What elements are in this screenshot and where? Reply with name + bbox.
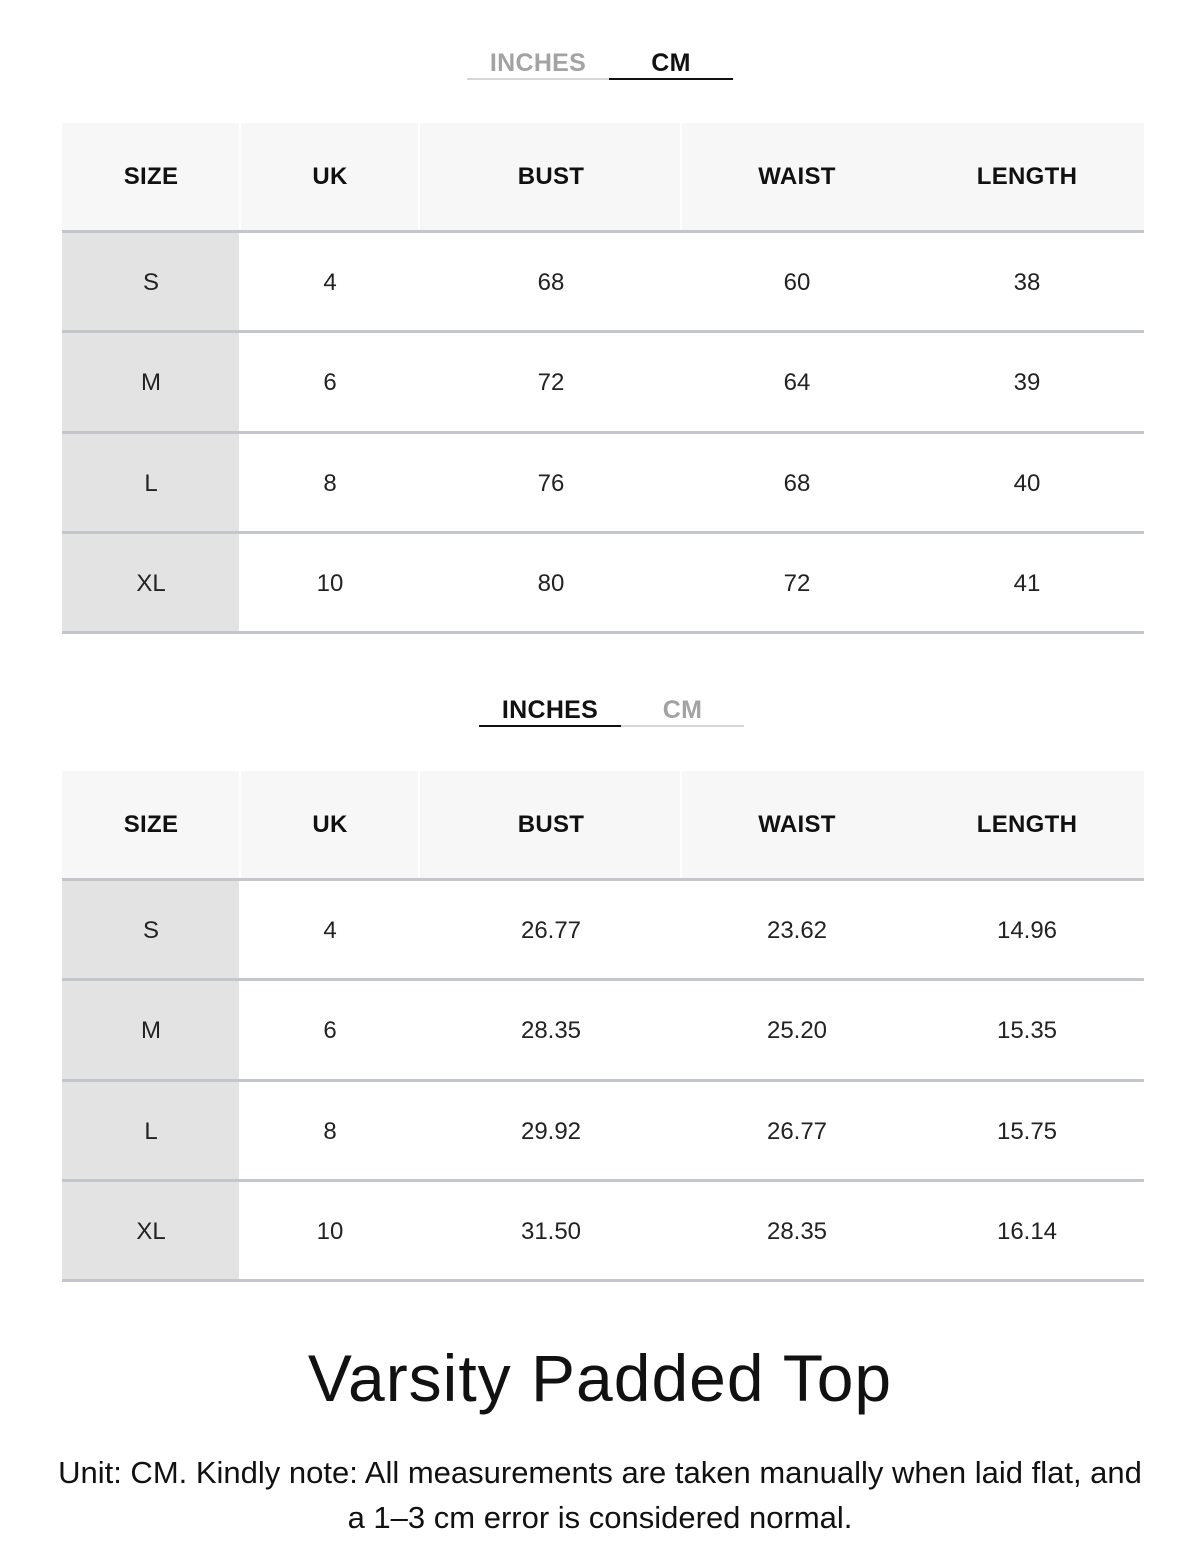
tab-underline-cm bbox=[609, 78, 733, 80]
row-divider bbox=[62, 1279, 1144, 1282]
cell-waist: 64 bbox=[783, 369, 811, 396]
cell-bust: 26.77 bbox=[520, 917, 582, 944]
row-divider bbox=[62, 1079, 1144, 1082]
product-title: Varsity Padded Top bbox=[307, 1341, 893, 1415]
header-separator bbox=[418, 123, 420, 231]
cell-length: 15.75 bbox=[996, 1118, 1058, 1145]
cell-waist: 60 bbox=[783, 269, 811, 296]
cell-bust: 31.50 bbox=[520, 1218, 582, 1245]
cell-uk: 10 bbox=[316, 1218, 344, 1245]
cell-waist: 72 bbox=[783, 570, 811, 597]
cell-uk: 4 bbox=[323, 269, 337, 296]
cell-length: 16.14 bbox=[996, 1218, 1058, 1245]
cell-length: 14.96 bbox=[996, 917, 1058, 944]
tab-inches[interactable]: INCHES bbox=[501, 696, 599, 724]
tab-inches[interactable]: INCHES bbox=[489, 49, 587, 77]
row-divider bbox=[62, 330, 1144, 333]
cell-bust: 76 bbox=[537, 470, 565, 497]
cell-waist: 28.35 bbox=[766, 1218, 828, 1245]
cell-size: M bbox=[141, 369, 161, 396]
cell-size: L bbox=[144, 470, 158, 497]
cell-waist: 26.77 bbox=[766, 1118, 828, 1145]
cell-size: XL bbox=[136, 1218, 166, 1245]
row-divider bbox=[62, 431, 1144, 434]
cell-size: M bbox=[141, 1017, 161, 1044]
header-waist: WAIST bbox=[758, 163, 836, 190]
row-divider bbox=[62, 978, 1144, 981]
measurement-note: Unit: CM. Kindly note: All measurements are taken manually when laid flat, and a 1–3 cm error is considered normal. bbox=[58, 1455, 1142, 1535]
tab-underline-inches bbox=[479, 725, 621, 727]
header-size: SIZE bbox=[123, 811, 179, 838]
size-table-cm bbox=[62, 123, 1144, 635]
header-bust: BUST bbox=[517, 163, 585, 190]
cell-size: XL bbox=[136, 570, 166, 597]
header-separator bbox=[239, 771, 241, 879]
cell-uk: 4 bbox=[323, 917, 337, 944]
header-separator bbox=[680, 123, 682, 231]
row-divider bbox=[62, 631, 1144, 634]
cell-bust: 80 bbox=[537, 570, 565, 597]
cell-length: 39 bbox=[1013, 369, 1041, 396]
cell-bust: 72 bbox=[537, 369, 565, 396]
header-separator bbox=[680, 771, 682, 879]
cell-length: 40 bbox=[1013, 470, 1041, 497]
cell-size: S bbox=[142, 917, 160, 944]
cell-length: 15.35 bbox=[996, 1017, 1058, 1044]
header-waist: WAIST bbox=[758, 811, 836, 838]
cell-bust: 29.92 bbox=[520, 1118, 582, 1145]
cell-length: 38 bbox=[1013, 269, 1041, 296]
cell-uk: 6 bbox=[323, 1017, 337, 1044]
header-bust: BUST bbox=[517, 811, 585, 838]
tab-cm[interactable]: CM bbox=[651, 49, 691, 77]
tab-underline-inches bbox=[467, 78, 609, 80]
cell-uk: 10 bbox=[316, 570, 344, 597]
header-length: LENGTH bbox=[976, 163, 1078, 190]
cell-size: L bbox=[144, 1118, 158, 1145]
cell-bust: 28.35 bbox=[520, 1017, 582, 1044]
unit-tabs-1 bbox=[467, 46, 733, 80]
size-table-inches bbox=[62, 771, 1144, 1283]
cell-length: 41 bbox=[1013, 570, 1041, 597]
header-separator bbox=[418, 771, 420, 879]
unit-tabs-2 bbox=[479, 693, 744, 727]
cell-waist: 25.20 bbox=[766, 1017, 828, 1044]
cell-waist: 68 bbox=[783, 470, 811, 497]
cell-waist: 23.62 bbox=[766, 917, 828, 944]
header-separator bbox=[239, 123, 241, 231]
tab-cm[interactable]: CM bbox=[662, 696, 703, 724]
row-divider bbox=[62, 1179, 1144, 1182]
cell-bust: 68 bbox=[537, 269, 565, 296]
tab-underline-cm bbox=[621, 725, 744, 727]
cell-uk: 8 bbox=[323, 1118, 337, 1145]
header-size: SIZE bbox=[123, 163, 179, 190]
header-uk: UK bbox=[312, 163, 348, 190]
header-length: LENGTH bbox=[976, 811, 1078, 838]
cell-size: S bbox=[142, 269, 160, 296]
cell-uk: 8 bbox=[323, 470, 337, 497]
row-divider bbox=[62, 531, 1144, 534]
cell-uk: 6 bbox=[323, 369, 337, 396]
header-uk: UK bbox=[312, 811, 348, 838]
